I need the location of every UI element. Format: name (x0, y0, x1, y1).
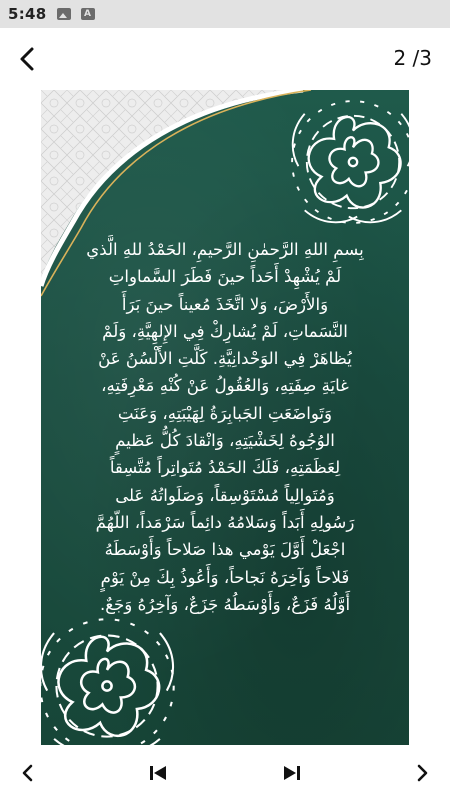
a-icon: A (81, 8, 95, 20)
prayer-line: فَلاحاً وَآخِرَهُ نَجاحاً، وَأَعُوذُ بِكَ مِنْ يَوْمٍ (100, 567, 350, 587)
skip-previous-icon (148, 764, 168, 782)
prayer-text (53, 236, 397, 618)
bottom-navigation (0, 745, 450, 800)
skip-next-icon (282, 764, 302, 782)
dua-card (41, 90, 409, 745)
next-page-button[interactable] (408, 759, 436, 787)
prayer-line: وَمُتَوالِياً مُسْتَوْسِقاً، وَصَلَواتُهُ عَلى (115, 485, 335, 505)
prayer-line: الوُجُوهُ لِخَشْيَتِهِ، وَانْقادَ كُلُّ عَظيمٍ (115, 431, 335, 451)
prayer-line: رَسُولِهِ أَبَداً وَسَلامُهُ دائِماً سَرْمَداً، اللّهُمَّ (95, 512, 355, 532)
prayer-line: النَّسَماتِ، لَمْ يُشارِكْ فِي الإِلهِيَّةِ، وَلَمْ (102, 321, 348, 341)
prayer-line: وَتَواضَعَتِ الجَبابِرَةُ لِهَيْبَتِهِ، وَعَنَتِ (117, 403, 333, 423)
image-icon (57, 8, 71, 20)
page-indicator (393, 46, 440, 70)
app-bar (0, 28, 450, 90)
current-page-number: 2 (393, 46, 407, 70)
prayer-line: غايَةِ صِفَتِهِ، وَالعُقُولُ عَنْ كُنْهِ مَعْرِفَتِهِ، (101, 376, 349, 396)
chevron-left-icon (20, 764, 36, 782)
prayer-line: بِسمِ اللهِ الرَّحمٰنِ الرَّحيمِ، الحَمْدُ للهِ الَّذي (86, 240, 364, 259)
back-button[interactable] (10, 42, 44, 76)
prayer-line: وَالأَرْضَ، وَلا اتَّخَذَ مُعيناً حينَ بَرَأَ (121, 294, 329, 314)
previous-page-button[interactable] (14, 759, 42, 787)
first-page-button[interactable] (144, 759, 172, 787)
status-bar (0, 0, 450, 28)
prayer-line: اجْعَلْ أَوَّلَ يَوْمي هذا صَلاحاً وَأَوْسَطَهُ (104, 540, 346, 560)
prayer-line: لَمْ يُشْهِدْ أَحَداً حينَ فَطَرَ السَّماواتِ (108, 267, 342, 287)
prayer-line: يُظاهَرْ فِي الوَحْدانِيَّةِ. كَلَّتِ الأَلْسُنُ عَنْ (98, 349, 352, 369)
prayer-line: لِعَظَمَتِهِ، فَلَكَ الحَمْدُ مُتَواتِراً مُتَّسِقاً (109, 458, 341, 478)
chevron-left-icon (16, 46, 38, 72)
chevron-right-icon (414, 764, 430, 782)
last-page-button[interactable] (278, 759, 306, 787)
status-time: 5:48 (8, 5, 47, 23)
prayer-line: أَوَّلُهُ فَزَعٌ، وَأَوْسَطُهُ جَزَعٌ، وَآخِرُهُ وَجَعٌ. (99, 594, 351, 614)
total-pages: /3 (412, 46, 432, 70)
